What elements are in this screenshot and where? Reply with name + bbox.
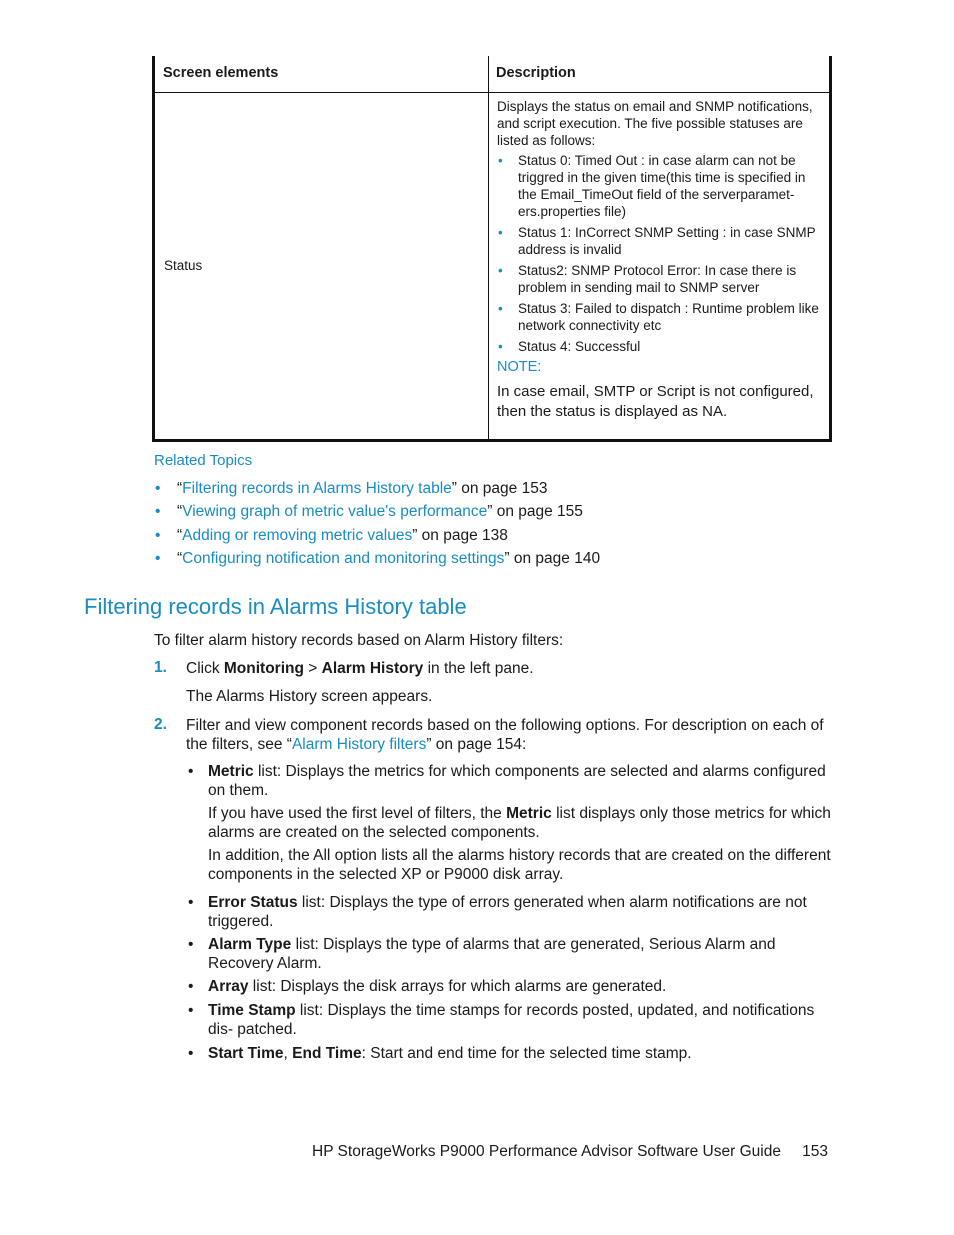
related-topics-heading: Related Topics xyxy=(154,452,253,469)
bullet-icon: • xyxy=(498,225,503,240)
col-header-description: Description xyxy=(496,65,576,81)
note-text: In case email, SMTP or Script is not configured, then the status is displayed as NA. xyxy=(497,383,814,420)
list-item: • Status 1: InCorrect SNMP Setting : in case SNMP address is invalid xyxy=(498,225,816,257)
step-2-number: 2. xyxy=(154,716,167,733)
bullet-icon: • xyxy=(188,894,194,911)
link-viewing-graph[interactable]: Viewing graph of metric value's performance xyxy=(182,503,488,521)
list-item: • “Filtering records in Alarms History table” on page 153 xyxy=(155,480,548,497)
bullet-icon: • xyxy=(188,1002,194,1019)
row-label-status: Status xyxy=(164,258,203,273)
section-title: Filtering records in Alarms History table xyxy=(84,594,467,619)
bullet-icon: • xyxy=(498,153,503,168)
list-item: • Status 3: Failed to dispatch : Runtime problem like network connectivity etc xyxy=(498,301,819,333)
list-item: • Error Status list: Displays the type of errors generated when alarm notifications are not triggered. xyxy=(188,894,807,930)
bullet-icon: • xyxy=(498,301,503,316)
column-divider xyxy=(488,56,489,439)
list-item: • Start Time, End Time: Start and end time for the selected time stamp. xyxy=(188,1045,692,1062)
list-item: • Alarm Type list: Displays the type of alarms that are generated, Serious Alarm and Recovery Alarm. xyxy=(188,936,776,972)
bullet-icon: • xyxy=(498,339,503,354)
link-alarm-history-filters[interactable]: Alarm History filters xyxy=(291,736,427,753)
list-item: • Time Stamp list: Displays the time stamps for records posted, updated, and notifications dis- patched. xyxy=(188,1002,815,1038)
note-label: NOTE: xyxy=(497,359,542,375)
bullet-icon: • xyxy=(155,526,161,544)
screen-elements-table xyxy=(152,56,832,442)
bullet-icon: • xyxy=(188,763,194,780)
status-description-cell xyxy=(497,98,825,422)
list-item: • “Viewing graph of metric value's performance” on page 155 xyxy=(155,503,583,521)
section-intro: To filter alarm history records based on Alarm History filters: xyxy=(154,632,564,649)
filter-options-list xyxy=(186,762,831,1063)
step-1-number: 1. xyxy=(154,659,167,676)
list-item: • “Adding or removing metric values” on page 138 xyxy=(155,526,508,544)
step-2-text: Filter and view component records based on the following options. For description on each of the filters, see “Alarm History filters” on page 154: xyxy=(186,717,824,753)
bullet-icon: • xyxy=(155,549,161,567)
list-item: • Metric list: Displays the metrics for which components are selected and alarms configured on them. If you have used the first level of filters, the Metric list displays only those metrics for which alarms are created on the selected components. In addition, the All option lists all the alarms history records that are created on the different components in the selected XP or P9000 disk array. xyxy=(188,763,831,883)
bullet-icon: • xyxy=(498,263,503,278)
bullet-icon: • xyxy=(155,503,161,521)
link-filtering-records[interactable]: Filtering records in Alarms History table xyxy=(182,480,452,497)
link-configuring-notification[interactable]: Configuring notification and monitoring settings xyxy=(182,549,505,567)
list-item: • Array list: Displays the disk arrays for which alarms are generated. xyxy=(188,978,667,995)
step-1-result: The Alarms History screen appears. xyxy=(186,688,433,705)
list-item: • Status2: SNMP Protocol Error: In case there is problem in sending mail to SNMP server xyxy=(498,263,797,295)
col-header-screen-elements: Screen elements xyxy=(163,65,279,81)
page-number: 153 xyxy=(802,1143,828,1160)
list-item: • Status 0: Timed Out : in case alarm can not be triggred in the given time(this time is specified in the Email_TimeOut field of the serverparamet- ers.properties file) xyxy=(498,153,806,219)
list-item: • Status 4: Successful xyxy=(498,339,641,354)
table-header-row xyxy=(155,56,829,93)
bullet-icon: • xyxy=(188,936,194,953)
bullet-icon: • xyxy=(188,1045,194,1062)
related-topics-list xyxy=(154,480,600,573)
bullet-icon: • xyxy=(188,978,194,995)
footer-title: HP StorageWorks P9000 Performance Advisor Software User Guide xyxy=(312,1143,781,1160)
link-adding-removing-metric[interactable]: Adding or removing metric values xyxy=(182,526,413,544)
list-item: • “Configuring notification and monitoring settings” on page 140 xyxy=(155,549,601,567)
status-list xyxy=(497,152,825,355)
bullet-icon: • xyxy=(155,480,161,497)
step-1-text: Click Monitoring > Alarm History in the left pane. xyxy=(186,660,534,677)
desc-intro: Displays the status on email and SNMP notifications, and script execution. The five possible statuses are listed as follows: xyxy=(497,99,813,148)
